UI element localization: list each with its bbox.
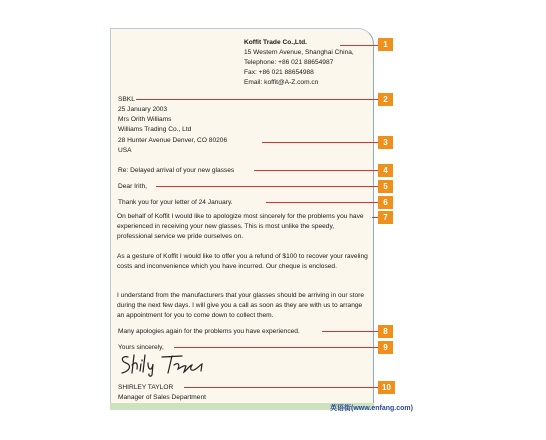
signer-name: SHIRLEY TAYLOR <box>118 384 174 391</box>
date: 25 January 2003 <box>118 106 168 113</box>
leader-line-9 <box>174 347 378 348</box>
leader-line-1 <box>340 45 378 46</box>
callout-badge-6: 6 <box>378 196 393 209</box>
body-paragraph-1: On behalf of Koffit I would like to apologize most sincerely for the problems you have experienced in receiving your new glasses. This is most unlike the speedy, professional service we pride ourselves on. <box>117 213 364 240</box>
leader-line-5 <box>156 186 378 187</box>
sender-company: Koffit Trade Co.,Ltd. <box>244 39 308 46</box>
sender-telephone: Telephone: +86 021 88654987 <box>244 59 334 66</box>
leader-line-10 <box>184 387 378 388</box>
handwritten-signature <box>118 351 210 377</box>
leader-line-6 <box>266 202 378 203</box>
sender-address: 15 Western Avenue, Shanghai China, <box>244 49 354 56</box>
reference: SBKL <box>118 96 135 103</box>
callout-badge-2: 2 <box>378 93 393 106</box>
opening-line: Thank you for your letter of 24 January. <box>118 199 233 206</box>
leader-line-3 <box>262 142 378 143</box>
callout-badge-9: 9 <box>378 341 393 354</box>
salutation: Dear Irith, <box>118 183 147 190</box>
callout-badge-8: 8 <box>378 325 393 338</box>
callout-badge-3: 3 <box>378 136 393 149</box>
callout-badge-10: 10 <box>378 381 395 394</box>
sender-email: Email: koffit@A-Z.com.cn <box>244 79 319 86</box>
leader-line-2 <box>136 99 378 100</box>
sender-fax: Fax: +86 021 88654988 <box>244 69 314 76</box>
subject-line: Re: Delayed arrival of your new glasses <box>118 167 235 174</box>
callout-badge-7: 7 <box>378 211 393 224</box>
callout-badge-1: 1 <box>378 38 393 51</box>
body-paragraph-2: As a gesture of Koffit I would like to offer you a refund of $100 to recover your raveling costs and inconvenience which you have incurred. Our cheque is enclosed. <box>117 253 368 270</box>
leader-line-8 <box>322 331 378 332</box>
body-paragraph-3: I understand from the manufacturers that your glasses should be arriving in our store during the next few days. I will give you a call as soon as they are with us to arrange an appointment for you to come down to collect them. <box>117 292 365 319</box>
signer-title: Manager of Sales Department <box>118 394 206 401</box>
recipient-address: 28 Hunter Avenue Denver, CO 80206 <box>118 137 228 144</box>
recipient-country: USA <box>118 147 132 154</box>
watermark: 英语街(www.enfang.com) <box>330 405 413 412</box>
callout-badge-4: 4 <box>378 164 393 177</box>
leader-line-4 <box>254 170 378 171</box>
callout-badge-5: 5 <box>378 180 393 193</box>
recipient-name: Mrs Orith Williams <box>118 116 172 123</box>
complimentary-close: Yours sincerely, <box>118 344 164 351</box>
recipient-company: Williams Trading Co., Ltd <box>118 126 192 133</box>
closing-sentence: Many apologies again for the problems you have experienced. <box>118 328 300 335</box>
